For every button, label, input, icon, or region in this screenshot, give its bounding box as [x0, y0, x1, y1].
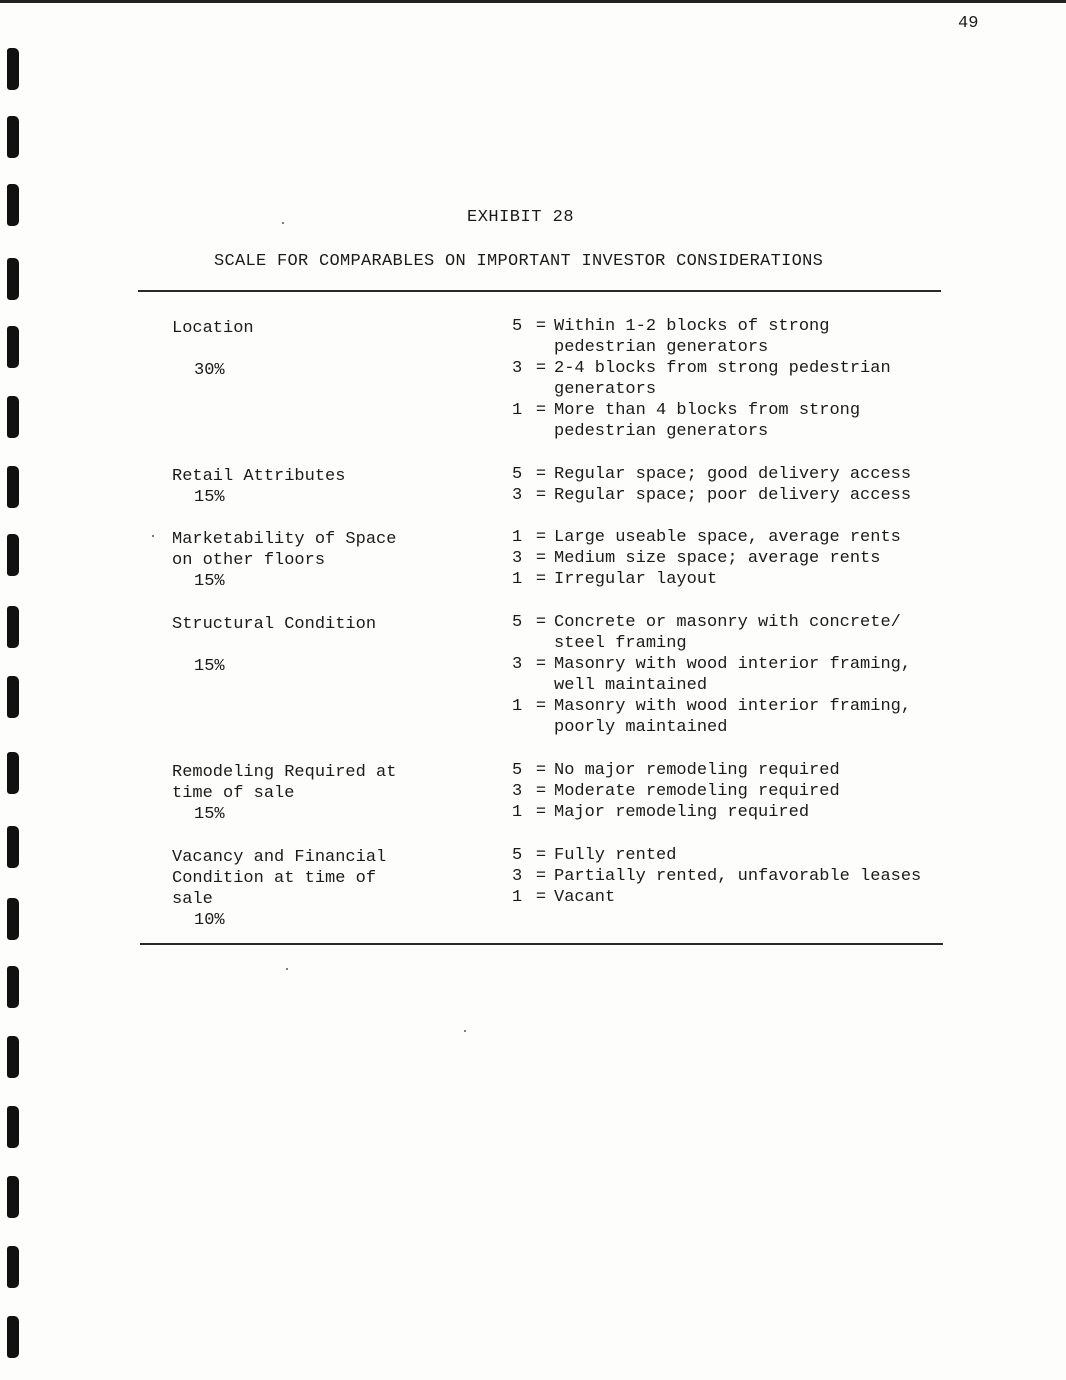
- factor-weight: 10%: [194, 911, 225, 930]
- factor-name: on other floors: [172, 551, 326, 570]
- scale-score: 5: [512, 465, 523, 484]
- equals-sign: =: [535, 655, 547, 674]
- scale-description: Medium size space; average rents: [554, 549, 881, 568]
- scale-score: 3: [512, 486, 523, 505]
- scale-item: [512, 569, 952, 590]
- scale-description: Regular space; good delivery access: [554, 465, 912, 484]
- scale-description: Masonry with wood interior framing, well maintained: [554, 655, 912, 695]
- scale-score: 3: [512, 782, 523, 801]
- equals-sign: =: [535, 867, 547, 886]
- factor-name: Vacancy and Financial: [172, 848, 387, 867]
- factor-cell: [172, 529, 472, 592]
- scale-cell: [512, 316, 952, 442]
- equals-sign: =: [535, 486, 547, 505]
- equals-sign: =: [535, 528, 547, 547]
- equals-sign: =: [535, 401, 547, 420]
- scale-cell: [512, 612, 952, 738]
- scale-score: 5: [512, 846, 523, 865]
- scale-description: Large useable space, average rents: [554, 528, 901, 547]
- scale-cell: [512, 527, 952, 590]
- scale-score: 1: [512, 888, 523, 907]
- scale-item: [512, 654, 952, 696]
- scale-description: Partially rented, unfavorable leases: [554, 867, 922, 886]
- table-bottom-rule: [140, 943, 943, 945]
- scale-item: [512, 696, 952, 738]
- table-top-rule: [138, 290, 941, 292]
- scale-description: Masonry with wood interior framing, poorly maintained: [554, 697, 912, 737]
- scale-description: Vacant: [554, 888, 616, 907]
- scale-cell: [512, 760, 952, 823]
- factor-weight: 15%: [194, 805, 225, 824]
- equals-sign: =: [535, 549, 547, 568]
- scale-description: Regular space; poor delivery access: [554, 486, 912, 505]
- equals-sign: =: [535, 803, 547, 822]
- scale-item: [512, 866, 952, 887]
- factor-name: Retail Attributes: [172, 467, 346, 486]
- factor-name: Structural Condition: [172, 615, 377, 634]
- scale-description: Major remodeling required: [554, 803, 810, 822]
- factor-cell: [172, 318, 472, 381]
- factor-name: sale: [172, 890, 213, 909]
- scale-score: 1: [512, 528, 523, 547]
- scale-description: 2-4 blocks from strong pedestrian generators: [554, 359, 891, 399]
- equals-sign: =: [535, 570, 547, 589]
- equals-sign: =: [535, 613, 547, 632]
- exhibit-subtitle: SCALE FOR COMPARABLES ON IMPORTANT INVESTOR CONSIDERATIONS: [214, 252, 824, 271]
- scale-item: [512, 548, 952, 569]
- scale-item: [512, 485, 952, 506]
- equals-sign: =: [535, 359, 547, 378]
- factor-cell: [172, 466, 472, 508]
- scale-score: 5: [512, 317, 523, 336]
- factor-cell: [172, 847, 472, 931]
- scale-item: [512, 400, 952, 442]
- scale-score: 1: [512, 570, 523, 589]
- factor-weight: 30%: [194, 361, 225, 380]
- factor-cell: [172, 762, 472, 825]
- scale-description: Moderate remodeling required: [554, 782, 840, 801]
- factor-name: Remodeling Required at: [172, 763, 397, 782]
- scale-score: 1: [512, 803, 523, 822]
- scale-score: 1: [512, 401, 523, 420]
- factor-weight: 15%: [194, 572, 225, 591]
- scale-item: [512, 887, 952, 908]
- scale-item: [512, 527, 952, 548]
- scale-description: Concrete or masonry with concrete/ steel framing: [554, 613, 901, 653]
- factor-name: Condition at time of: [172, 869, 377, 888]
- binding-holes: [4, 40, 26, 1370]
- equals-sign: =: [535, 846, 547, 865]
- scale-description: Fully rented: [554, 846, 677, 865]
- scale-description: More than 4 blocks from strong pedestrian generators: [554, 401, 861, 441]
- scale-score: 5: [512, 613, 523, 632]
- scale-score: 1: [512, 697, 523, 716]
- scale-item: [512, 316, 952, 358]
- factor-name: Location: [172, 319, 254, 338]
- scale-cell: [512, 464, 952, 506]
- equals-sign: =: [535, 697, 547, 716]
- factor-name: Marketability of Space: [172, 530, 397, 549]
- scale-item: [512, 612, 952, 654]
- factor-cell: [172, 614, 472, 677]
- equals-sign: =: [535, 317, 547, 336]
- scale-item: [512, 760, 952, 781]
- page-top-edge: [0, 0, 1066, 3]
- scale-description: Irregular layout: [554, 570, 718, 589]
- scale-item: [512, 464, 952, 485]
- scale-description: No major remodeling required: [554, 761, 840, 780]
- exhibit-title: EXHIBIT 28: [467, 208, 575, 227]
- scale-description: Within 1-2 blocks of strong pedestrian generators: [554, 317, 830, 357]
- factor-weight: 15%: [194, 657, 225, 676]
- scale-score: 3: [512, 359, 523, 378]
- equals-sign: =: [535, 782, 547, 801]
- equals-sign: =: [535, 888, 547, 907]
- scale-item: [512, 358, 952, 400]
- scale-score: 3: [512, 549, 523, 568]
- scale-cell: [512, 845, 952, 908]
- equals-sign: =: [535, 465, 547, 484]
- scale-score: 5: [512, 761, 523, 780]
- scale-score: 3: [512, 655, 523, 674]
- scale-score: 3: [512, 867, 523, 886]
- factor-weight: 15%: [194, 488, 225, 507]
- factor-name: time of sale: [172, 784, 295, 803]
- page-number: 49: [958, 14, 979, 33]
- scale-item: [512, 845, 952, 866]
- scale-item: [512, 781, 952, 802]
- scale-item: [512, 802, 952, 823]
- equals-sign: =: [535, 761, 547, 780]
